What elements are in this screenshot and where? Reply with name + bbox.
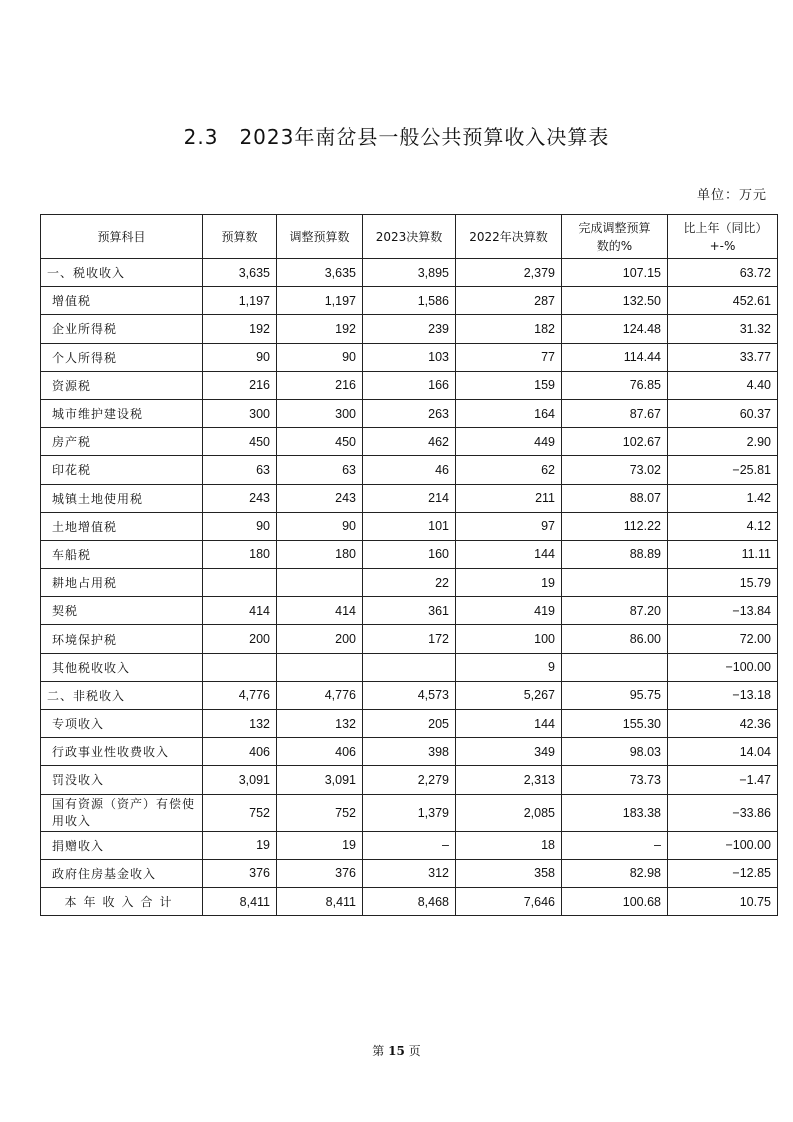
cell-final-2023: 101 <box>363 512 456 540</box>
cell-budget: 3,091 <box>203 766 277 794</box>
cell-yoy: 15.79 <box>668 569 778 597</box>
cell-completion-pct: 155.30 <box>562 710 668 738</box>
cell-yoy: 63.72 <box>668 259 778 287</box>
table-row <box>41 681 778 709</box>
budget-table <box>40 214 778 916</box>
cell-final-2023: 263 <box>363 399 456 427</box>
cell-completion-pct: 114.44 <box>562 343 668 371</box>
table-row <box>41 766 778 794</box>
cell-subject: 土地增值税 <box>41 512 203 540</box>
cell-final-2022: 349 <box>456 738 562 766</box>
cell-final-2023: 205 <box>363 710 456 738</box>
page-title: 2.3 2023年南岔县一般公共预算收入决算表 <box>183 125 610 149</box>
cell-adjusted: 216 <box>277 371 363 399</box>
cell-final-2023: 166 <box>363 371 456 399</box>
cell-adjusted: 3,635 <box>277 259 363 287</box>
cell-final-2023: 214 <box>363 484 456 512</box>
cell-completion-pct: 82.98 <box>562 859 668 887</box>
cell-yoy: 452.61 <box>668 287 778 315</box>
table-row <box>41 484 778 512</box>
table-row <box>41 710 778 738</box>
page-number: 15 <box>388 1044 405 1058</box>
cell-yoy: −33.86 <box>668 794 778 831</box>
cell-subject: 资源税 <box>41 371 203 399</box>
cell-budget: 414 <box>203 597 277 625</box>
cell-budget: 180 <box>203 540 277 568</box>
cell-budget: 63 <box>203 456 277 484</box>
cell-adjusted: 19 <box>277 831 363 859</box>
cell-yoy: −25.81 <box>668 456 778 484</box>
cell-yoy: 60.37 <box>668 399 778 427</box>
cell-subject: 行政事业性收费收入 <box>41 738 203 766</box>
cell-budget: 752 <box>203 794 277 831</box>
cell-adjusted: 752 <box>277 794 363 831</box>
header-final-2023: 2023决算数 <box>363 215 456 259</box>
cell-yoy: 1.42 <box>668 484 778 512</box>
cell-final-2023: 22 <box>363 569 456 597</box>
cell-budget: 192 <box>203 315 277 343</box>
table-row <box>41 456 778 484</box>
cell-final-2023: 4,573 <box>363 681 456 709</box>
table-row <box>41 625 778 653</box>
cell-completion-pct: 73.02 <box>562 456 668 484</box>
table-header-row <box>41 215 778 259</box>
cell-subject: 罚没收入 <box>41 766 203 794</box>
cell-final-2022: 9 <box>456 653 562 681</box>
table-row <box>41 831 778 859</box>
cell-yoy: 72.00 <box>668 625 778 653</box>
cell-subject: 耕地占用税 <box>41 569 203 597</box>
cell-yoy: −100.00 <box>668 653 778 681</box>
table-row <box>41 859 778 887</box>
cell-subject: 企业所得税 <box>41 315 203 343</box>
cell-budget: 243 <box>203 484 277 512</box>
cell-subject: 印花税 <box>41 456 203 484</box>
header-subject: 预算科目 <box>41 215 203 259</box>
cell-subject: 城镇土地使用税 <box>41 484 203 512</box>
cell-subject: 政府住房基金收入 <box>41 859 203 887</box>
cell-final-2022: 144 <box>456 710 562 738</box>
cell-completion-pct: 73.73 <box>562 766 668 794</box>
cell-budget: 450 <box>203 428 277 456</box>
table-row <box>41 794 778 831</box>
cell-budget: 376 <box>203 859 277 887</box>
cell-subject: 其他税收收入 <box>41 653 203 681</box>
cell-yoy: −13.18 <box>668 681 778 709</box>
cell-budget <box>203 569 277 597</box>
cell-final-2023: 172 <box>363 625 456 653</box>
cell-budget: 132 <box>203 710 277 738</box>
cell-subject: 房产税 <box>41 428 203 456</box>
cell-yoy: 11.11 <box>668 540 778 568</box>
cell-final-2022: 287 <box>456 287 562 315</box>
cell-adjusted: 1,197 <box>277 287 363 315</box>
unit-label: 单位：万元 <box>696 188 767 203</box>
cell-final-2023: 312 <box>363 859 456 887</box>
table-row <box>41 738 778 766</box>
cell-yoy: −12.85 <box>668 859 778 887</box>
cell-adjusted: 243 <box>277 484 363 512</box>
cell-final-2023: 160 <box>363 540 456 568</box>
cell-subject: 捐赠收入 <box>41 831 203 859</box>
footer-prefix: 第 <box>372 1044 385 1058</box>
cell-yoy: −13.84 <box>668 597 778 625</box>
cell-yoy: 10.75 <box>668 887 778 915</box>
cell-subject: 城市维护建设税 <box>41 399 203 427</box>
cell-adjusted: 406 <box>277 738 363 766</box>
cell-budget: 200 <box>203 625 277 653</box>
cell-final-2023: 8,468 <box>363 887 456 915</box>
table-row <box>41 428 778 456</box>
cell-final-2023: 361 <box>363 597 456 625</box>
cell-adjusted: 4,776 <box>277 681 363 709</box>
cell-completion-pct: 112.22 <box>562 512 668 540</box>
cell-final-2023: 2,279 <box>363 766 456 794</box>
cell-final-2022: 164 <box>456 399 562 427</box>
table-row <box>41 343 778 371</box>
cell-subject: 专项收入 <box>41 710 203 738</box>
header-adjusted: 调整预算数 <box>277 215 363 259</box>
cell-budget: 19 <box>203 831 277 859</box>
cell-final-2022: 19 <box>456 569 562 597</box>
header-budget: 预算数 <box>203 215 277 259</box>
table-row <box>41 540 778 568</box>
cell-final-2023: 462 <box>363 428 456 456</box>
table-row <box>41 371 778 399</box>
cell-final-2022: 449 <box>456 428 562 456</box>
cell-completion-pct: 102.67 <box>562 428 668 456</box>
cell-completion-pct: 98.03 <box>562 738 668 766</box>
cell-final-2023 <box>363 653 456 681</box>
table-row <box>41 512 778 540</box>
cell-budget <box>203 653 277 681</box>
total-row <box>41 887 778 915</box>
cell-adjusted: 450 <box>277 428 363 456</box>
cell-adjusted: 414 <box>277 597 363 625</box>
cell-adjusted: 180 <box>277 540 363 568</box>
cell-budget: 90 <box>203 343 277 371</box>
cell-completion-pct <box>562 569 668 597</box>
page-footer <box>0 1042 793 1059</box>
cell-subject: 环境保护税 <box>41 625 203 653</box>
cell-final-2023: – <box>363 831 456 859</box>
cell-final-2022: 419 <box>456 597 562 625</box>
cell-completion-pct: 87.20 <box>562 597 668 625</box>
cell-completion-pct: 76.85 <box>562 371 668 399</box>
cell-final-2022: 2,085 <box>456 794 562 831</box>
cell-adjusted: 376 <box>277 859 363 887</box>
cell-budget: 300 <box>203 399 277 427</box>
cell-budget: 1,197 <box>203 287 277 315</box>
cell-final-2022: 7,646 <box>456 887 562 915</box>
cell-completion-pct: – <box>562 831 668 859</box>
cell-adjusted: 8,411 <box>277 887 363 915</box>
cell-final-2022: 144 <box>456 540 562 568</box>
cell-subject: 国有资源（资产）有偿使用收入 <box>41 794 203 831</box>
cell-budget: 4,776 <box>203 681 277 709</box>
table-row <box>41 259 778 287</box>
cell-yoy: 14.04 <box>668 738 778 766</box>
table-row <box>41 399 778 427</box>
cell-completion-pct: 87.67 <box>562 399 668 427</box>
footer-suffix: 页 <box>408 1044 421 1058</box>
cell-adjusted: 90 <box>277 343 363 371</box>
cell-subject: 个人所得税 <box>41 343 203 371</box>
cell-adjusted: 132 <box>277 710 363 738</box>
cell-budget: 406 <box>203 738 277 766</box>
cell-budget: 216 <box>203 371 277 399</box>
cell-subject: 契税 <box>41 597 203 625</box>
cell-final-2022: 97 <box>456 512 562 540</box>
cell-adjusted: 200 <box>277 625 363 653</box>
cell-budget: 90 <box>203 512 277 540</box>
cell-completion-pct: 88.07 <box>562 484 668 512</box>
header-final-2022: 2022年决算数 <box>456 215 562 259</box>
cell-adjusted: 90 <box>277 512 363 540</box>
table-row <box>41 287 778 315</box>
table-row <box>41 597 778 625</box>
cell-final-2022: 2,379 <box>456 259 562 287</box>
cell-budget: 8,411 <box>203 887 277 915</box>
cell-yoy: 42.36 <box>668 710 778 738</box>
cell-adjusted: 63 <box>277 456 363 484</box>
cell-yoy: −1.47 <box>668 766 778 794</box>
cell-final-2023: 398 <box>363 738 456 766</box>
table-row <box>41 315 778 343</box>
cell-final-2022: 159 <box>456 371 562 399</box>
cell-final-2022: 2,313 <box>456 766 562 794</box>
cell-yoy: 4.40 <box>668 371 778 399</box>
cell-final-2023: 46 <box>363 456 456 484</box>
cell-completion-pct: 132.50 <box>562 287 668 315</box>
header-yoy: 比上年（同比）+-% <box>668 215 778 259</box>
cell-yoy: 31.32 <box>668 315 778 343</box>
cell-yoy: 4.12 <box>668 512 778 540</box>
cell-final-2023: 1,379 <box>363 794 456 831</box>
cell-final-2023: 3,895 <box>363 259 456 287</box>
cell-yoy: −100.00 <box>668 831 778 859</box>
cell-subject: 二、非税收入 <box>41 681 203 709</box>
cell-adjusted: 192 <box>277 315 363 343</box>
cell-final-2023: 103 <box>363 343 456 371</box>
cell-completion-pct: 88.89 <box>562 540 668 568</box>
cell-completion-pct <box>562 653 668 681</box>
cell-subject: 本年收入合计 <box>41 887 203 915</box>
cell-budget: 3,635 <box>203 259 277 287</box>
cell-completion-pct: 95.75 <box>562 681 668 709</box>
cell-completion-pct: 124.48 <box>562 315 668 343</box>
cell-completion-pct: 100.68 <box>562 887 668 915</box>
cell-adjusted: 300 <box>277 399 363 427</box>
cell-adjusted <box>277 653 363 681</box>
cell-subject: 增值税 <box>41 287 203 315</box>
cell-completion-pct: 86.00 <box>562 625 668 653</box>
table-row <box>41 653 778 681</box>
cell-final-2022: 18 <box>456 831 562 859</box>
cell-yoy: 33.77 <box>668 343 778 371</box>
cell-final-2022: 182 <box>456 315 562 343</box>
cell-final-2022: 77 <box>456 343 562 371</box>
table-row <box>41 569 778 597</box>
header-completion-pct: 完成调整预算数的% <box>562 215 668 259</box>
cell-final-2022: 100 <box>456 625 562 653</box>
cell-final-2022: 5,267 <box>456 681 562 709</box>
cell-yoy: 2.90 <box>668 428 778 456</box>
cell-adjusted: 3,091 <box>277 766 363 794</box>
cell-subject: 一、税收收入 <box>41 259 203 287</box>
cell-subject: 车船税 <box>41 540 203 568</box>
cell-final-2022: 62 <box>456 456 562 484</box>
cell-completion-pct: 183.38 <box>562 794 668 831</box>
cell-final-2022: 358 <box>456 859 562 887</box>
cell-completion-pct: 107.15 <box>562 259 668 287</box>
cell-final-2023: 1,586 <box>363 287 456 315</box>
cell-final-2023: 239 <box>363 315 456 343</box>
cell-adjusted <box>277 569 363 597</box>
cell-final-2022: 211 <box>456 484 562 512</box>
